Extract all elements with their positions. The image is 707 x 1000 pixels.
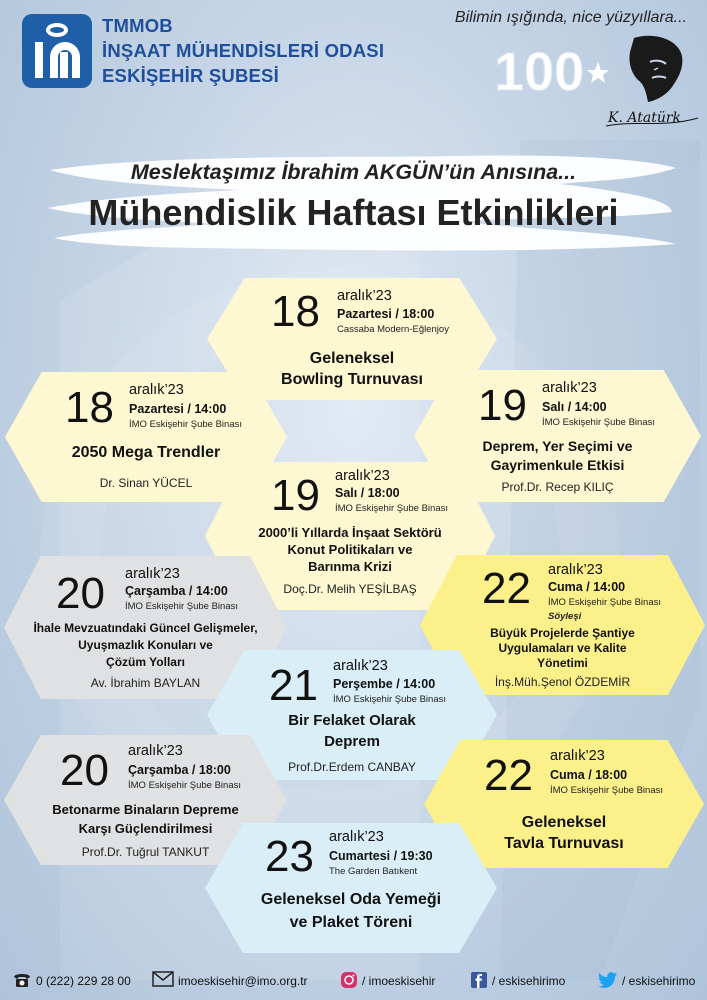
event-title: Tavla Turnuvası — [504, 835, 624, 852]
event-title: Deprem, Yer Seçimi ve — [482, 438, 633, 454]
event-venue: İMO Eskişehir Şube Binası — [542, 417, 655, 428]
event-time: Cuma / 18:00 — [550, 768, 628, 782]
instagram-icon — [340, 971, 358, 989]
event-day: 20 — [56, 569, 105, 618]
footer-instagram[interactable]: / imoeskisehir — [362, 974, 436, 988]
event-speaker: Doç.Dr. Melih YEŞİLBAŞ — [283, 582, 417, 596]
event-venue: Cassaba Modern-Eğlenjoy — [337, 324, 449, 335]
event-title: Konut Politikaları ve — [287, 542, 413, 557]
event-title: Büyük Projelerde Şantiye — [490, 626, 635, 640]
event-day: 18 — [65, 383, 114, 432]
centennial-logo — [494, 40, 624, 100]
event-day: 22 — [482, 564, 531, 613]
event-title: Karşı Güçlendirilmesi — [78, 821, 213, 836]
ataturk-signature — [604, 100, 700, 130]
footer-email[interactable]: imoeskisehir@imo.org.tr — [178, 974, 308, 988]
event-time: Cuma / 14:00 — [548, 580, 626, 594]
event-title: Uyuşmazlık Konuları ve — [78, 638, 213, 652]
signature-text: K. Atatürk — [608, 110, 682, 126]
event-month: aralık’23 — [542, 380, 597, 396]
event-time: Pazartesi / 14:00 — [129, 402, 227, 416]
event-time: Cumartesi / 19:30 — [329, 849, 433, 863]
event-card — [205, 823, 497, 953]
centennial-text: 100 — [494, 42, 585, 100]
event-month: aralık’23 — [548, 562, 603, 578]
ataturk-portrait-icon — [624, 34, 686, 104]
event-time: Çarşamba / 14:00 — [125, 584, 228, 598]
event-title: Geleneksel Oda Yemeği — [260, 891, 442, 908]
event-title: Deprem — [324, 733, 380, 750]
slogan: Bilimin ışığında, nice yüzyıllara... — [454, 9, 687, 26]
imo-logo — [22, 14, 92, 88]
event-day: 19 — [271, 471, 320, 520]
event-title: Uygulamaları ve Kalite — [498, 641, 627, 655]
event-day: 19 — [478, 381, 527, 430]
org-line-1: TMMOB — [102, 15, 173, 36]
event-title: Yönetimi — [537, 656, 588, 670]
event-speaker: Dr. Sinan YÜCEL — [99, 476, 193, 490]
event-month: aralık’23 — [550, 748, 605, 764]
event-venue: İMO Eskişehir Şube Binası — [550, 785, 663, 796]
event-speaker: İnş.Müh.Şenol ÖZDEMİR — [494, 675, 631, 689]
event-title: Barınma Krizi — [308, 559, 392, 574]
event-venue: İMO Eskişehir Şube Binası — [548, 597, 661, 608]
event-title: ve Plaket Töreni — [289, 914, 413, 931]
footer-twitter[interactable]: / eskisehirimo — [622, 974, 696, 988]
event-month: aralık’23 — [329, 829, 384, 845]
footer — [0, 962, 707, 1000]
event-speaker: Prof.Dr. Tuğrul TANKUT — [81, 845, 210, 859]
event-venue: İMO Eskişehir Şube Binası — [335, 503, 448, 514]
event-title: Geleneksel — [521, 814, 607, 831]
event-venue: İMO Eskişehir Şube Binası — [128, 780, 241, 791]
poster-subtitle: Meslektaşımız İbrahim AKGÜN’ün Anısına... — [130, 160, 577, 184]
envelope-icon — [152, 971, 174, 987]
event-title: Betonarme Binaların Depreme — [52, 802, 239, 817]
event-title: Gayrimenkule Etkisi — [490, 457, 625, 473]
event-speaker: Prof.Dr.Erdem CANBAY — [288, 760, 416, 774]
event-time: Salı / 18:00 — [335, 486, 400, 500]
event-format: Söyleşi — [548, 611, 582, 622]
event-day: 23 — [265, 832, 314, 881]
event-time: Perşembe / 14:00 — [333, 677, 436, 691]
event-venue: İMO Eskişehir Şube Binası — [129, 419, 242, 430]
event-time: Çarşamba / 18:00 — [128, 763, 231, 777]
twitter-icon — [598, 971, 618, 989]
event-venue: İMO Eskişehir Şube Binası — [333, 694, 446, 705]
event-month: aralık’23 — [335, 468, 390, 484]
footer-facebook[interactable]: / eskisehirimo — [492, 974, 566, 988]
event-month: aralık’23 — [128, 743, 183, 759]
event-speaker: Prof.Dr. Recep KILIÇ — [501, 480, 614, 494]
phone-icon — [12, 971, 32, 989]
org-line-3: ESKİŞEHİR ŞUBESİ — [102, 65, 279, 86]
event-title: 2000’li Yıllarda İnşaat Sektörü — [258, 525, 442, 540]
event-month: aralık’23 — [337, 288, 392, 304]
event-day: 22 — [484, 751, 533, 800]
org-line-2: İNŞAAT MÜHENDİSLERİ ODASI — [102, 40, 385, 61]
facebook-icon — [470, 971, 488, 989]
event-time: Pazartesi / 18:00 — [337, 307, 435, 321]
event-day: 20 — [60, 746, 109, 795]
event-title: İhale Mevzuatındaki Güncel Gelişmeler, — [33, 621, 258, 635]
event-day: 21 — [269, 661, 318, 710]
event-month: aralık’23 — [129, 382, 184, 398]
event-title: 2050 Mega Trendler — [71, 444, 221, 461]
event-title: Bowling Turnuvası — [281, 371, 423, 388]
event-month: aralık’23 — [125, 566, 180, 582]
event-day: 18 — [271, 287, 320, 336]
event-venue: İMO Eskişehir Şube Binası — [125, 601, 238, 612]
event-title: Geleneksel — [309, 350, 395, 367]
event-venue: The Garden Batıkent — [329, 866, 418, 877]
event-title: Bir Felaket Olarak — [288, 712, 416, 729]
footer-phone[interactable]: 0 (222) 229 28 00 — [36, 974, 131, 988]
event-month: aralık’23 — [333, 658, 388, 674]
event-time: Salı / 14:00 — [542, 400, 607, 414]
event-title: Çözüm Yolları — [106, 655, 185, 669]
poster-title: Mühendislik Haftası Etkinlikleri — [88, 192, 619, 233]
event-speaker: Av. İbrahim BAYLAN — [90, 676, 201, 690]
